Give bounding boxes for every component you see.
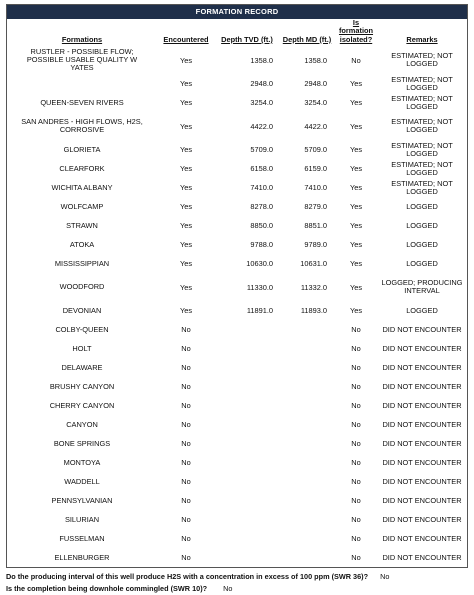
- formation-cell: HOLT: [72, 343, 92, 353]
- table-row: [7, 254, 467, 273]
- isolated-cell: Yes: [349, 282, 363, 292]
- table-row: [7, 472, 467, 491]
- depth-md-cell: 11332.0: [300, 282, 327, 292]
- isolated-cell: No: [351, 420, 361, 429]
- encountered-cell: No: [181, 382, 191, 391]
- header-encountered: Encountered: [163, 35, 209, 44]
- table-row: [7, 178, 467, 197]
- depth-tvd-cell: 2948.0: [250, 79, 273, 88]
- table-row: [7, 415, 467, 434]
- remarks-cell: LOGGED: [406, 258, 438, 268]
- table-row: [7, 510, 467, 529]
- table-row: [7, 491, 467, 510]
- formation-cell: WOLFCAMP: [60, 201, 104, 211]
- remarks-cell: ESTIMATED; NOT LOGGED: [391, 51, 453, 68]
- isolated-cell: No: [351, 325, 361, 334]
- isolated-cell: No: [351, 515, 361, 524]
- table-row: [7, 112, 467, 140]
- depth-md-cell: 9789.0: [304, 240, 327, 249]
- encountered-cell: No: [181, 439, 191, 448]
- isolated-cell: Yes: [349, 98, 363, 107]
- depth-tvd-cell: [215, 320, 279, 339]
- remarks-cell: DID NOT ENCOUNTER: [382, 324, 462, 334]
- remarks-cell: ESTIMATED; NOT LOGGED: [391, 74, 453, 92]
- formation-cell: RUSTLER - POSSIBLE FLOW; POSSIBLE USABLE QUALITY W YATES: [26, 47, 138, 72]
- isolated-cell: Yes: [349, 79, 363, 88]
- depth-tvd-cell: 9788.0: [250, 240, 273, 249]
- table-row: [7, 529, 467, 548]
- depth-md-cell: 5709.0: [304, 145, 327, 154]
- depth-tvd-cell: 6158.0: [250, 164, 273, 173]
- depth-md-cell: [279, 491, 335, 510]
- table-row: [7, 301, 467, 320]
- table-row: [7, 216, 467, 235]
- isolated-cell: Yes: [349, 164, 363, 173]
- formation-cell: QUEEN-SEVEN RIVERS: [40, 97, 124, 107]
- depth-tvd-cell: 7410.0: [250, 183, 273, 192]
- formation-cell: BONE SPRINGS: [53, 438, 111, 448]
- encountered-cell: No: [181, 477, 191, 486]
- encountered-cell: No: [181, 458, 191, 467]
- depth-md-cell: [279, 377, 335, 396]
- table-header-row: [7, 19, 467, 46]
- depth-md-cell: [279, 396, 335, 415]
- encountered-cell: Yes: [179, 98, 193, 107]
- depth-md-cell: 4422.0: [304, 121, 327, 131]
- commingled-question-row: [6, 583, 468, 595]
- depth-md-cell: 10631.0: [300, 259, 327, 268]
- isolated-cell: No: [351, 477, 361, 486]
- formation-cell: DEVONIAN: [62, 305, 102, 315]
- depth-md-cell: [279, 320, 335, 339]
- depth-md-cell: [279, 548, 335, 567]
- remarks-cell: ESTIMATED; NOT LOGGED: [391, 178, 453, 196]
- h2s-answer: No: [380, 572, 390, 581]
- encountered-cell: No: [181, 344, 191, 353]
- isolated-cell: Yes: [349, 221, 363, 230]
- formation-cell: [7, 74, 157, 93]
- encountered-cell: Yes: [179, 183, 193, 192]
- table-row: [7, 46, 467, 74]
- depth-tvd-cell: [215, 434, 279, 453]
- depth-md-cell: 8851.0: [304, 221, 327, 230]
- depth-tvd-cell: 1358.0: [250, 55, 273, 65]
- depth-tvd-cell: 10630.0: [246, 259, 273, 268]
- remarks-cell: DID NOT ENCOUNTER: [382, 438, 462, 448]
- encountered-cell: No: [181, 515, 191, 524]
- depth-tvd-cell: [215, 510, 279, 529]
- isolated-cell: No: [351, 382, 361, 391]
- depth-md-cell: [279, 453, 335, 472]
- remarks-cell: ESTIMATED; NOT LOGGED: [391, 140, 453, 158]
- formation-cell: COLBY-QUEEN: [55, 324, 109, 334]
- remarks-cell: ESTIMATED; NOT LOGGED: [391, 93, 453, 111]
- header-formations: Formations: [61, 35, 103, 44]
- encountered-cell: No: [181, 553, 191, 562]
- depth-tvd-cell: [215, 548, 279, 567]
- isolated-cell: Yes: [349, 183, 363, 192]
- table-row: [7, 320, 467, 339]
- formation-cell: WADDELL: [64, 476, 100, 486]
- formation-cell: ATOKA: [69, 239, 95, 249]
- table-row: [7, 377, 467, 396]
- encountered-cell: Yes: [179, 259, 193, 268]
- isolated-cell: Yes: [349, 145, 363, 154]
- header-remarks: Remarks: [406, 35, 438, 44]
- encountered-cell: Yes: [179, 306, 193, 315]
- isolated-cell: Yes: [349, 202, 363, 211]
- encountered-cell: Yes: [179, 240, 193, 249]
- depth-md-cell: [279, 358, 335, 377]
- depth-md-cell: 3254.0: [304, 98, 327, 107]
- remarks-cell: LOGGED; PRODUCING INTERVAL: [381, 278, 463, 295]
- formation-cell: WOODFORD: [59, 282, 105, 291]
- depth-tvd-cell: 3254.0: [250, 98, 273, 107]
- isolated-cell: No: [351, 534, 361, 543]
- encountered-cell: Yes: [179, 164, 193, 173]
- depth-tvd-cell: 8850.0: [250, 221, 273, 230]
- isolated-cell: No: [351, 401, 361, 410]
- remarks-cell: ESTIMATED; NOT LOGGED: [391, 159, 453, 177]
- formation-cell: BRUSHY CANYON: [49, 381, 115, 391]
- depth-tvd-cell: [215, 491, 279, 510]
- formation-cell: SILURIAN: [64, 514, 100, 524]
- encountered-cell: Yes: [179, 145, 193, 154]
- formation-cell: CANYON: [66, 419, 98, 429]
- remarks-cell: DID NOT ENCOUNTER: [382, 419, 462, 429]
- commingled-answer: No: [223, 584, 233, 593]
- h2s-question: Do the producing interval of this well produce H2S with a concentration in excess of 100 ppm (SWR 36)?: [6, 572, 369, 581]
- header-depth-tvd: Depth TVD (ft.): [221, 35, 273, 44]
- depth-md-cell: [279, 434, 335, 453]
- isolated-cell: No: [351, 344, 361, 353]
- table-row: [7, 396, 467, 415]
- depth-tvd-cell: [215, 377, 279, 396]
- formation-table-body: [7, 46, 467, 567]
- encountered-cell: No: [181, 534, 191, 543]
- formation-cell: GLORIETA: [63, 144, 101, 154]
- questions-section: [6, 571, 468, 595]
- table-row: [7, 93, 467, 112]
- remarks-cell: DID NOT ENCOUNTER: [382, 343, 462, 353]
- depth-md-cell: [279, 510, 335, 529]
- formation-cell: STRAWN: [66, 220, 98, 230]
- formation-cell: FUSSELMAN: [59, 533, 105, 543]
- remarks-cell: ESTIMATED; NOT LOGGED: [391, 117, 453, 134]
- table-row: [7, 273, 467, 301]
- depth-md-cell: [279, 339, 335, 358]
- isolated-cell: Yes: [349, 240, 363, 249]
- formation-cell: WICHITA ALBANY: [51, 182, 113, 192]
- formation-cell: PENNSYLVANIAN: [51, 495, 113, 505]
- remarks-cell: DID NOT ENCOUNTER: [382, 533, 462, 543]
- encountered-cell: Yes: [179, 79, 193, 88]
- encountered-cell: No: [181, 401, 191, 410]
- encountered-cell: Yes: [179, 282, 193, 292]
- remarks-cell: LOGGED: [406, 239, 438, 249]
- formation-record: [6, 4, 468, 568]
- table-row: [7, 197, 467, 216]
- depth-tvd-cell: [215, 339, 279, 358]
- isolated-cell: Yes: [349, 259, 363, 268]
- encountered-cell: Yes: [179, 202, 193, 211]
- isolated-cell: Yes: [349, 121, 363, 131]
- header-depth-md: Depth MD (ft.): [282, 35, 332, 44]
- table-row: [7, 358, 467, 377]
- depth-tvd-cell: [215, 396, 279, 415]
- table-row: [7, 339, 467, 358]
- encountered-cell: Yes: [179, 221, 193, 230]
- formation-cell: CLEARFORK: [59, 163, 105, 173]
- depth-md-cell: 6159.0: [304, 164, 327, 173]
- remarks-cell: DID NOT ENCOUNTER: [382, 476, 462, 486]
- depth-md-cell: [279, 415, 335, 434]
- formation-cell: CHERRY CANYON: [49, 400, 115, 410]
- remarks-cell: DID NOT ENCOUNTER: [382, 514, 462, 524]
- encountered-cell: No: [181, 363, 191, 372]
- depth-md-cell: 11893.0: [300, 306, 327, 315]
- remarks-cell: DID NOT ENCOUNTER: [382, 362, 462, 372]
- isolated-cell: No: [351, 458, 361, 467]
- encountered-cell: Yes: [179, 121, 193, 131]
- depth-tvd-cell: [215, 358, 279, 377]
- depth-tvd-cell: [215, 529, 279, 548]
- formation-table: [7, 19, 467, 567]
- commingled-question: Is the completion being downhole commingled (SWR 10)?: [6, 584, 208, 593]
- depth-tvd-cell: 4422.0: [250, 121, 273, 131]
- encountered-cell: No: [181, 325, 191, 334]
- remarks-cell: DID NOT ENCOUNTER: [382, 381, 462, 391]
- encountered-cell: Yes: [179, 55, 193, 65]
- table-row: [7, 548, 467, 567]
- formation-cell: ELLENBURGER: [54, 552, 110, 562]
- depth-md-cell: 1358.0: [304, 55, 327, 65]
- depth-md-cell: 7410.0: [304, 183, 327, 192]
- depth-tvd-cell: [215, 472, 279, 491]
- h2s-question-row: [6, 571, 468, 583]
- table-row: [7, 159, 467, 178]
- depth-tvd-cell: [215, 415, 279, 434]
- table-row: [7, 453, 467, 472]
- remarks-cell: DID NOT ENCOUNTER: [382, 457, 462, 467]
- depth-tvd-cell: 11330.0: [246, 282, 273, 292]
- encountered-cell: No: [181, 496, 191, 505]
- remarks-cell: LOGGED: [406, 220, 438, 230]
- remarks-cell: LOGGED: [406, 201, 438, 211]
- formation-cell: MISSISSIPPIAN: [54, 258, 110, 268]
- formation-record-title: FORMATION RECORD: [7, 5, 467, 19]
- formation-cell: MONTOYA: [63, 457, 101, 467]
- formation-cell: DELAWARE: [61, 362, 103, 372]
- depth-md-cell: 2948.0: [304, 79, 327, 88]
- encountered-cell: No: [181, 420, 191, 429]
- remarks-cell: LOGGED: [406, 305, 438, 315]
- isolated-cell: No: [351, 363, 361, 372]
- isolated-cell: No: [351, 496, 361, 505]
- table-row: [7, 74, 467, 93]
- table-row: [7, 235, 467, 254]
- isolated-cell: No: [351, 553, 361, 562]
- remarks-cell: DID NOT ENCOUNTER: [382, 552, 462, 562]
- depth-tvd-cell: [215, 453, 279, 472]
- depth-md-cell: [279, 472, 335, 491]
- depth-tvd-cell: 11891.0: [246, 306, 273, 315]
- remarks-cell: DID NOT ENCOUNTER: [382, 400, 462, 410]
- table-row: [7, 140, 467, 159]
- isolated-cell: No: [351, 439, 361, 448]
- depth-tvd-cell: 8278.0: [250, 202, 273, 211]
- depth-tvd-cell: 5709.0: [250, 145, 273, 154]
- isolated-cell: No: [351, 55, 361, 65]
- depth-md-cell: [279, 529, 335, 548]
- formation-cell: SAN ANDRES - HIGH FLOWS, H2S, CORROSIVE: [21, 117, 143, 134]
- header-isolated: Is formation isolated?: [338, 18, 374, 44]
- table-row: [7, 434, 467, 453]
- depth-md-cell: 8279.0: [304, 202, 327, 211]
- remarks-cell: DID NOT ENCOUNTER: [382, 495, 462, 505]
- isolated-cell: Yes: [349, 306, 363, 315]
